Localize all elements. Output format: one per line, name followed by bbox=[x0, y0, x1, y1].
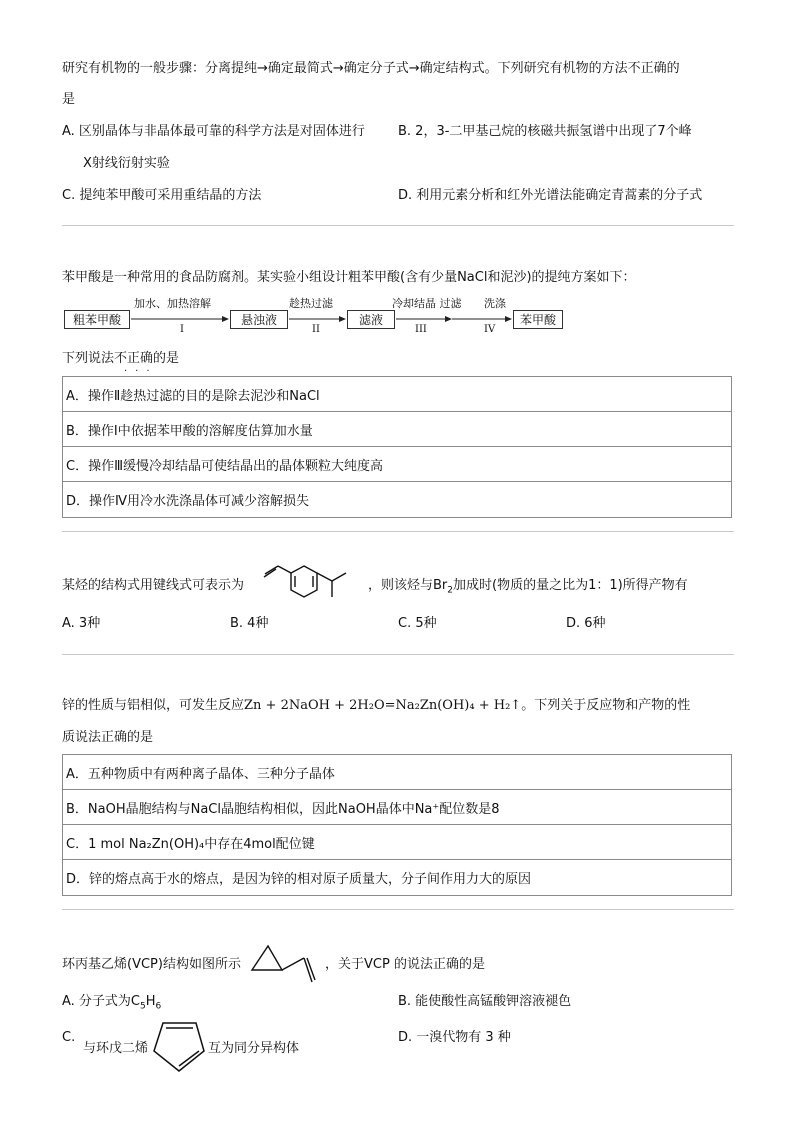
q4-stem-line1: 锌的性质与铝相似，可发生反应Zn + 2NaOH + 2H₂O=Na₂Zn(OH)₄ + H₂↑。下列关于反应物和产物的性 bbox=[62, 698, 691, 713]
reaction-equation: Zn + 2NaOH + 2H₂O=Na₂Zn(OH)₄ + H₂↑ bbox=[244, 698, 522, 713]
flow-step1-label: 加水、加热溶解 bbox=[134, 297, 211, 310]
q1-option-a: A. 区别晶体与非晶体最可靠的科学方法是对固体进行 bbox=[62, 124, 365, 139]
flow-step4-label: 洗涤 bbox=[484, 297, 506, 310]
flow-step2-label: 趁热过滤 bbox=[289, 297, 333, 310]
q4-option-a: A．五种物质中有两种离子晶体、三种分子晶体 bbox=[63, 755, 731, 790]
emphasis-dots: ··· bbox=[124, 366, 158, 377]
flow-step2-number: II bbox=[312, 324, 320, 335]
q4-option-d: D．锌的熔点高于水的熔点，是因为锌的相对原子质量大，分子间作用力大的原因 bbox=[66, 872, 532, 887]
q3-stem-before: 某烃的结构式用键线式可表示为 bbox=[62, 578, 245, 593]
flow-step3-number: III bbox=[415, 324, 427, 335]
q2-option-c: C．操作Ⅲ缓慢冷却结晶可使结晶出的晶体颗粒大纯度高 bbox=[63, 447, 731, 482]
q1-option-a-cont: X射线衍射实验 bbox=[83, 156, 170, 171]
q4-option-b: B．NaOH晶胞结构与NaCl晶胞结构相似，因此NaOH晶体中Na⁺配位数是8 bbox=[63, 790, 731, 825]
vinylcyclopropane-structure-image bbox=[246, 936, 324, 986]
q5-option-c-text-after: 互为同分异构体 bbox=[208, 1041, 300, 1056]
q4-options-table bbox=[62, 754, 732, 896]
q2-option-b: B．操作Ⅰ中依据苯甲酸的溶解度估算加水量 bbox=[63, 412, 731, 447]
q2-option-d: D．操作Ⅳ用冷水洗涤晶体可减少溶解损失 bbox=[66, 494, 310, 509]
q1-stem-line2: 是 bbox=[62, 92, 76, 107]
q2-stem: 苯甲酸是一种常用的食品防腐剂。某实验小组设计粗苯甲酸(含有少量NaCl和泥沙)的提纯方案如下： bbox=[62, 270, 636, 285]
divider bbox=[62, 531, 734, 532]
q1-option-c: C. 提纯苯甲酸可采用重结晶的方法 bbox=[62, 188, 262, 203]
divider bbox=[62, 909, 734, 910]
q1-option-d: D. 利用元素分析和红外光谱法能确定青蒿素的分子式 bbox=[398, 188, 703, 203]
q5-option-b: B. 能使酸性高锰酸钾溶液褪色 bbox=[398, 994, 572, 1009]
flow-step4-number: IV bbox=[484, 324, 496, 335]
q1-stem-line1: 研究有机物的一般步骤：分离提纯→确定最简式→确定分子式→确定结构式。下列研究有机物的方法不正确的 bbox=[62, 61, 680, 76]
flow-arrows bbox=[0, 0, 794, 340]
flow-step1-number: I bbox=[180, 324, 184, 335]
q4-option-c: C．1 mol Na₂Zn(OH)₄中存在4mol配位键 bbox=[63, 825, 731, 860]
flow-box-benzoic-acid: 苯甲酸 bbox=[513, 310, 563, 329]
q2-question: 下列说法不正确的是 bbox=[62, 351, 180, 366]
q2-option-a: A．操作Ⅱ趁热过滤的目的是除去泥沙和NaCl bbox=[63, 377, 731, 412]
cyclopentadiene-structure-image bbox=[150, 1017, 208, 1075]
q3-option-a: A. 3种 bbox=[62, 616, 101, 631]
q3-option-b: B. 4种 bbox=[230, 616, 269, 631]
q3-option-c: C. 5种 bbox=[398, 616, 437, 631]
q4-stem-line2: 质说法正确的是 bbox=[62, 730, 154, 745]
q5-stem-after: ，关于VCP 的说法正确的是 bbox=[325, 957, 485, 972]
q3-option-d: D. 6种 bbox=[566, 616, 606, 631]
q5-option-c-label: C. bbox=[62, 1030, 76, 1045]
q2-options-table bbox=[62, 376, 732, 518]
divider bbox=[62, 654, 734, 655]
flow-box-filtrate: 滤液 bbox=[347, 310, 395, 329]
q5-stem-before: 环丙基乙烯(VCP)结构如图所示 bbox=[62, 957, 241, 972]
flow-box-crude-benzoic-acid: 粗苯甲酸 bbox=[64, 310, 130, 329]
hydrocarbon-structure-image bbox=[258, 560, 366, 610]
q3-stem-after: ，则该烃与$Br_2$加成时(物质的量之比为1：1)所得产物有 bbox=[368, 578, 688, 596]
q5-option-a: A. 分子式为$C_5H_6$ bbox=[62, 994, 162, 1012]
q1-option-b: B. 2，3-二甲基己烷的核磁共振氢谱中出现了7个峰 bbox=[398, 124, 692, 139]
flow-box-suspension: 悬浊液 bbox=[230, 310, 288, 329]
q5-option-c-text-before: 与环戊二烯 bbox=[83, 1041, 149, 1056]
flow-step3-label: 冷却结晶 过滤 bbox=[392, 297, 462, 310]
q5-option-d: D. 一溴代物有 3 种 bbox=[398, 1030, 511, 1045]
